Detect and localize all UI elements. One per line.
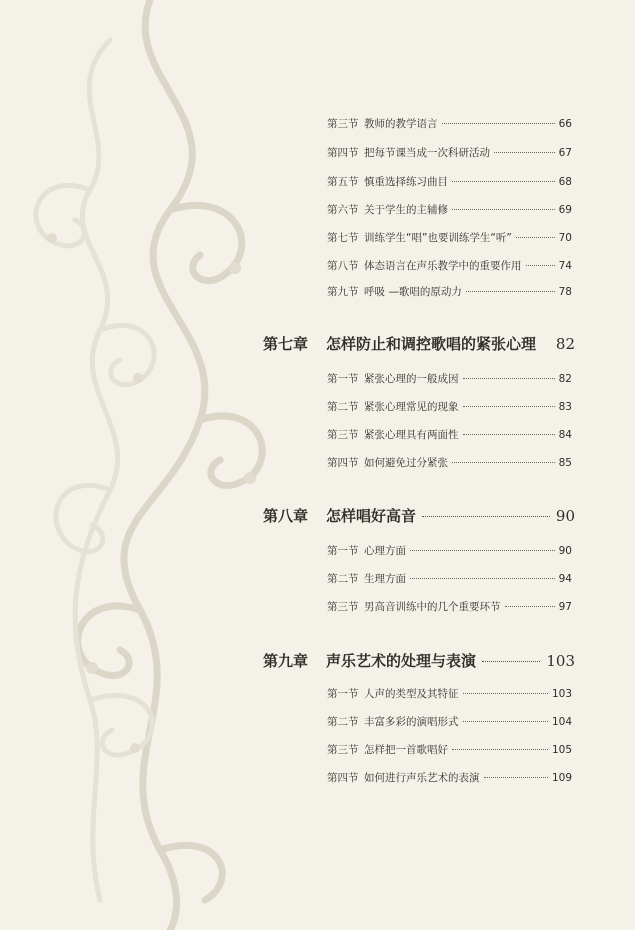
section-title: 体态语言在声乐教学中的重要作用 xyxy=(364,260,522,272)
section-title: 紧张心理具有两面性 xyxy=(364,429,459,441)
dot-leader xyxy=(452,749,548,750)
dot-leader xyxy=(410,550,555,551)
page-number: 78 xyxy=(558,286,572,298)
dot-leader xyxy=(526,265,555,266)
toc-section-entry[interactable] xyxy=(327,145,572,161)
section-title: 丰富多彩的演唱形式 xyxy=(364,716,459,728)
section-title: 呼吸 —歌唱的原动力 xyxy=(364,286,462,298)
section-title: 如何避免过分紧张 xyxy=(364,457,448,469)
page-number: 85 xyxy=(558,457,572,469)
section-number: 第一节 xyxy=(327,373,359,385)
page-number: 67 xyxy=(558,147,572,159)
dot-leader xyxy=(463,693,548,694)
toc-section-entry[interactable] xyxy=(327,230,572,246)
section-title: 把每节课当成一次科研活动 xyxy=(364,147,490,159)
dot-leader xyxy=(410,578,555,579)
toc-chapter-entry[interactable] xyxy=(263,333,575,355)
dot-leader xyxy=(482,661,540,662)
section-title: 男高音训练中的几个重要环节 xyxy=(364,601,501,613)
page-number: 84 xyxy=(558,429,572,441)
section-title: 教师的教学语言 xyxy=(364,118,438,130)
page-number: 105 xyxy=(551,744,572,756)
toc-section-entry[interactable] xyxy=(327,399,572,415)
dot-leader xyxy=(442,123,555,124)
page-number: 103 xyxy=(546,652,575,670)
page-number: 70 xyxy=(558,232,572,244)
toc-section-entry[interactable] xyxy=(327,116,572,132)
section-number: 第三节 xyxy=(327,118,359,130)
section-title: 怎样把一首歌唱好 xyxy=(364,744,448,756)
page-number: 68 xyxy=(558,176,572,188)
dot-leader xyxy=(505,606,555,607)
section-number: 第八节 xyxy=(327,260,359,272)
section-title: 紧张心理的一般成因 xyxy=(364,373,459,385)
section-number: 第四节 xyxy=(327,457,359,469)
section-title: 慎重选择练习曲目 xyxy=(364,176,448,188)
dot-leader xyxy=(466,291,555,292)
toc-section-entry[interactable] xyxy=(327,258,572,274)
section-title: 关于学生的主辅修 xyxy=(364,204,448,216)
toc-section-entry[interactable] xyxy=(327,571,572,587)
page-number: 103 xyxy=(551,688,572,700)
page-number: 69 xyxy=(558,204,572,216)
toc-section-entry[interactable] xyxy=(327,174,572,190)
section-number: 第六节 xyxy=(327,204,359,216)
page-number: 90 xyxy=(558,545,572,557)
page-number: 82 xyxy=(558,373,572,385)
toc-section-entry[interactable] xyxy=(327,427,572,443)
toc-section-entry[interactable] xyxy=(327,284,572,300)
page-number: 109 xyxy=(551,772,572,784)
section-title: 人声的类型及其特征 xyxy=(364,688,459,700)
section-number: 第四节 xyxy=(327,147,359,159)
page-number: 90 xyxy=(555,507,575,525)
section-title: 如何进行声乐艺术的表演 xyxy=(364,772,480,784)
chapter-number: 第七章 xyxy=(263,335,309,353)
dot-leader xyxy=(484,777,548,778)
section-number: 第四节 xyxy=(327,772,359,784)
toc-section-entry[interactable] xyxy=(327,543,572,559)
section-number: 第二节 xyxy=(327,573,359,585)
dot-leader xyxy=(463,434,555,435)
dot-leader xyxy=(463,721,548,722)
chapter-number: 第八章 xyxy=(263,507,309,525)
section-number: 第一节 xyxy=(327,688,359,700)
chapter-title: 声乐艺术的处理与表演 xyxy=(326,652,477,670)
dot-leader xyxy=(452,209,555,210)
section-number: 第三节 xyxy=(327,601,359,613)
dot-leader xyxy=(516,237,555,238)
toc-section-entry[interactable] xyxy=(327,770,572,786)
chapter-number: 第九章 xyxy=(263,652,309,670)
toc-section-entry[interactable] xyxy=(327,202,572,218)
section-title: 紧张心理常见的现象 xyxy=(364,401,459,413)
chapter-title: 怎样唱好高音 xyxy=(326,507,417,525)
toc-section-entry[interactable] xyxy=(327,686,572,702)
section-number: 第一节 xyxy=(327,545,359,557)
section-title: 生理方面 xyxy=(364,573,406,585)
page-number: 97 xyxy=(558,601,572,613)
dot-leader xyxy=(422,516,550,517)
page-number: 66 xyxy=(558,118,572,130)
section-title: 训练学生“唱”也要训练学生“听” xyxy=(364,232,512,244)
section-number: 第二节 xyxy=(327,716,359,728)
page-number: 104 xyxy=(551,716,572,728)
section-number: 第七节 xyxy=(327,232,359,244)
dot-leader xyxy=(463,378,555,379)
dot-leader xyxy=(452,181,555,182)
page-number: 82 xyxy=(555,335,575,353)
toc-section-entry[interactable] xyxy=(327,742,572,758)
section-number: 第九节 xyxy=(327,286,359,298)
toc-chapter-entry[interactable] xyxy=(263,505,575,527)
toc-section-entry[interactable] xyxy=(327,599,572,615)
section-number: 第二节 xyxy=(327,401,359,413)
page-number: 83 xyxy=(558,401,572,413)
toc-section-entry[interactable] xyxy=(327,455,572,471)
toc-chapter-entry[interactable] xyxy=(263,650,575,672)
section-number: 第三节 xyxy=(327,744,359,756)
section-number: 第五节 xyxy=(327,176,359,188)
page-number: 94 xyxy=(558,573,572,585)
dot-leader xyxy=(494,152,555,153)
chapter-title: 怎样防止和调控歌唱的紧张心理 xyxy=(326,335,537,353)
toc-section-entry[interactable] xyxy=(327,714,572,730)
toc-section-entry[interactable] xyxy=(327,371,572,387)
dot-leader xyxy=(452,462,555,463)
section-title: 心理方面 xyxy=(364,545,406,557)
section-number: 第三节 xyxy=(327,429,359,441)
page-number: 74 xyxy=(558,260,572,272)
dot-leader xyxy=(463,406,555,407)
